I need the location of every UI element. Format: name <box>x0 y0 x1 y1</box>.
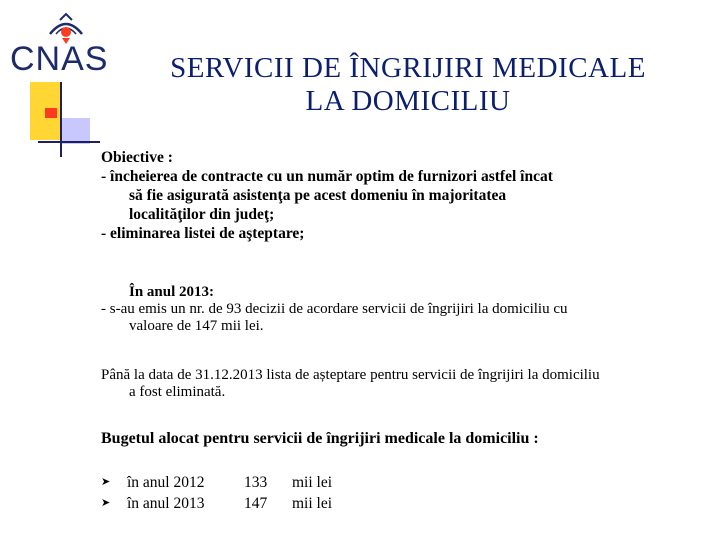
decor-vertical-line <box>60 82 62 157</box>
waitlist-line-1: Până la data de 31.12.2013 lista de așteptare pentru servicii de îngrijiri la domiciliu <box>101 367 600 383</box>
objectives-heading: Obiective : <box>101 149 173 166</box>
cnas-logo <box>6 6 109 86</box>
budget-unit: mii lei <box>292 474 333 491</box>
objective-1-line-1: - încheierea de contracte cu un număr optim de furnizori astfel încat <box>101 168 553 185</box>
budget-year: în anul 2013 <box>127 495 205 512</box>
waitlist-line-2: a fost eliminată. <box>129 384 226 400</box>
budget-value: 147 <box>244 495 268 512</box>
decor-red-square <box>45 108 57 118</box>
budget-year: în anul 2012 <box>127 474 205 491</box>
objective-2: - eliminarea listei de aşteptare; <box>101 225 305 242</box>
year-2013-line-2: valoare de 147 mii lei. <box>129 318 264 334</box>
page-title <box>108 52 708 118</box>
year-2013-heading: În anul 2013: <box>129 284 215 300</box>
objective-1-line-2: să fie asigurată asistenţa pe acest domeniu în majoritatea <box>129 187 507 204</box>
title-line-1: SERVICII DE ÎNGRIJIRI MEDICALE <box>170 52 646 84</box>
arrow-bullet-icon: ➤ <box>101 497 111 509</box>
budget-value: 133 <box>244 474 268 491</box>
year-2013-section <box>101 284 568 335</box>
budget-heading: Bugetul alocat pentru servicii de îngrijiri medicale la domiciliu : <box>101 430 539 447</box>
waitlist-section <box>101 367 600 401</box>
budget-unit: mii lei <box>292 495 333 512</box>
arrow-bullet-icon: ➤ <box>101 476 111 488</box>
year-2013-line-1: - s-au emis un nr. de 93 decizii de acordare servicii de îngrijiri la domiciliu cu <box>101 301 568 317</box>
decor-horizontal-line <box>38 141 100 143</box>
logo-text: CNAS <box>10 40 109 78</box>
objective-1-line-3: localităţilor din judeţ; <box>129 206 275 223</box>
objectives-section <box>101 148 711 243</box>
title-line-2: LA DOMICILIU <box>305 85 511 117</box>
